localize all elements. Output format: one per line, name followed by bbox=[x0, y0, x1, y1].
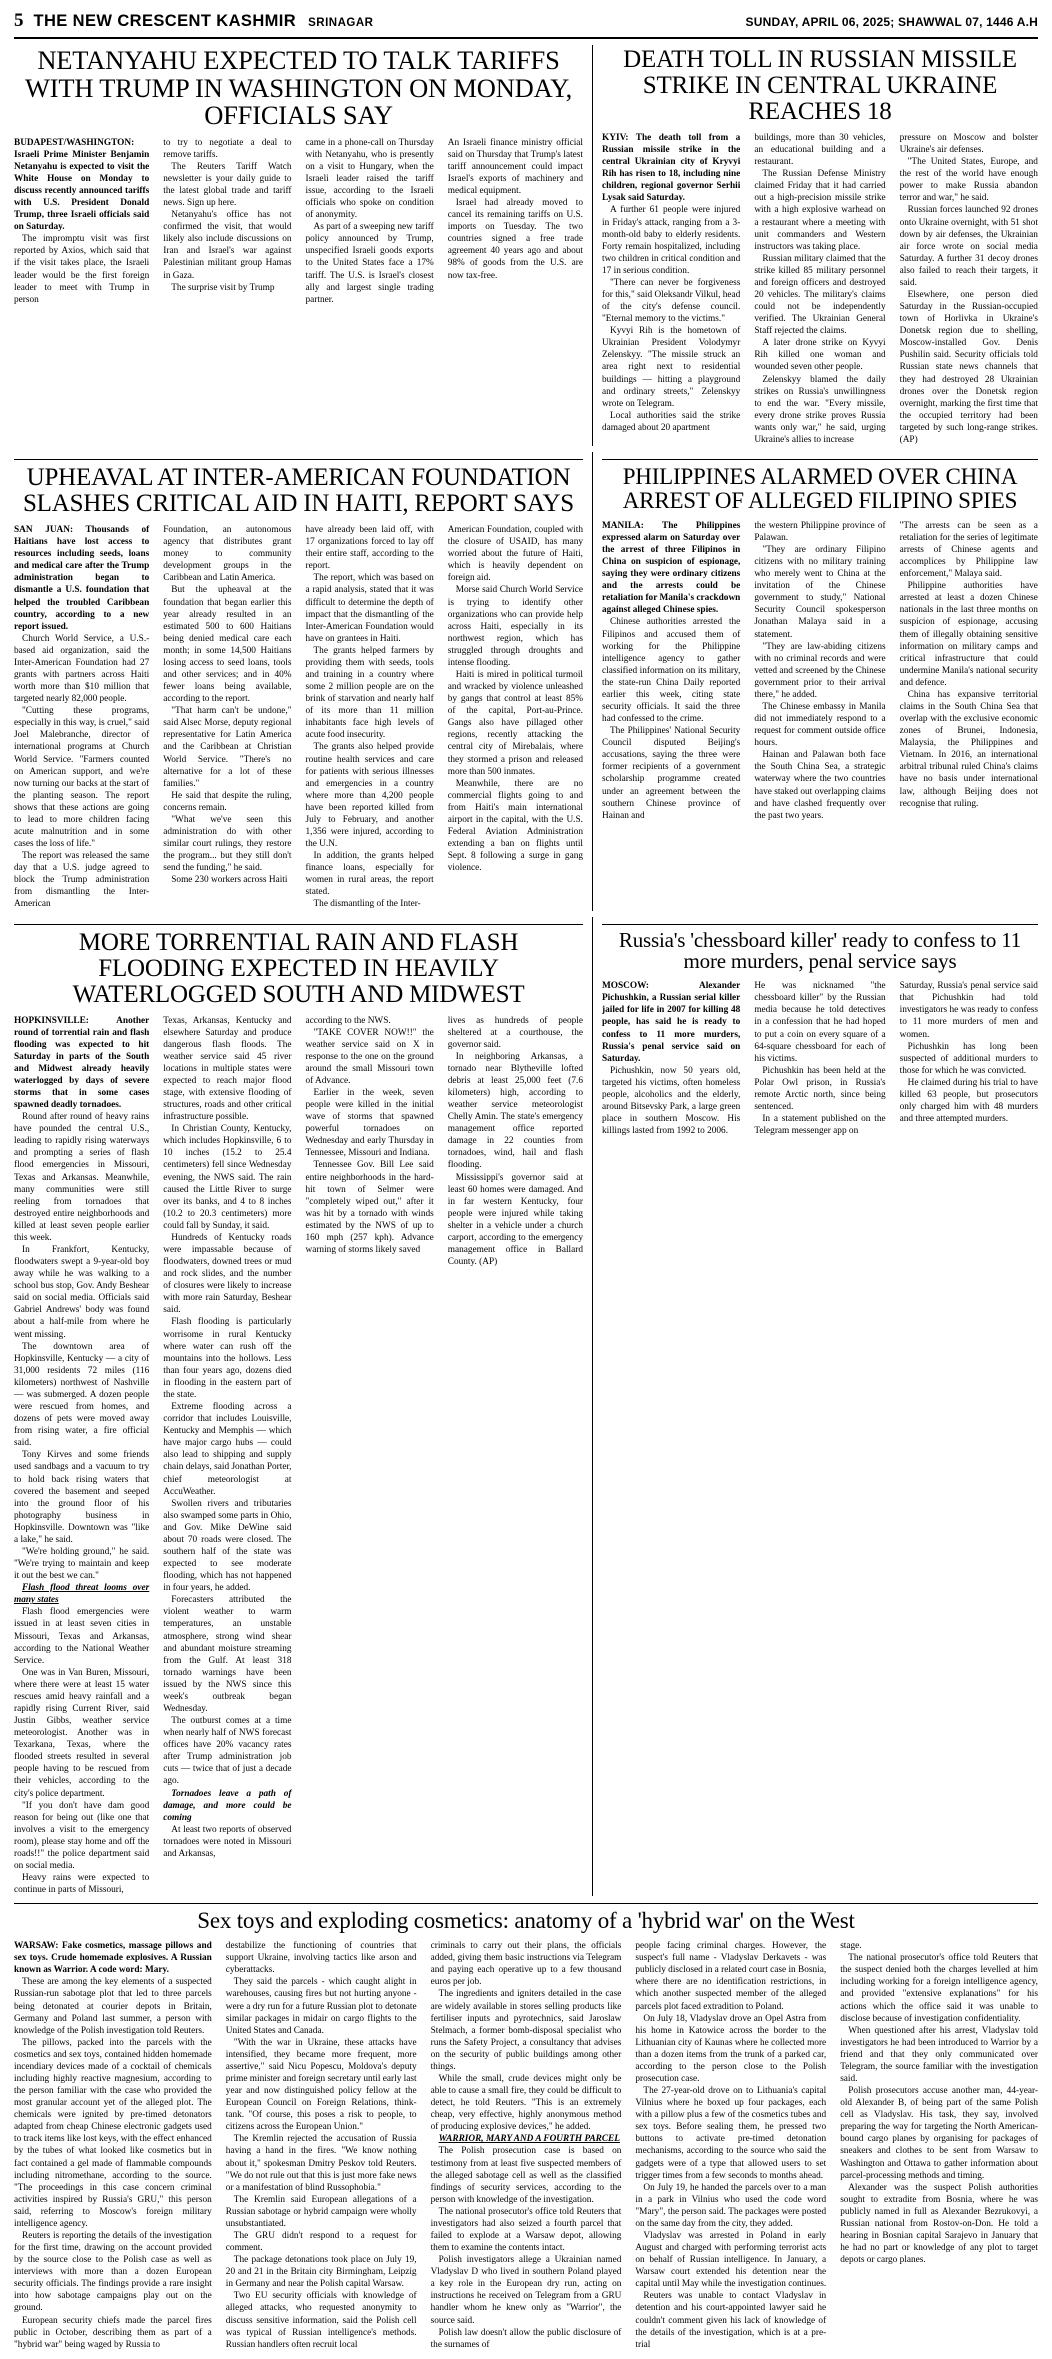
paragraph: He was nicknamed "the chessboard killer" by the Russian media because he told detectives in a confession that he had hoped to put a coin on every square of a 64-square chessboard for each of his victims. bbox=[754, 981, 886, 1064]
headline-flooding: MORE TORRENTIAL RAIN AND FLASH FLOODING EXPECTED IN HEAVILY WATERLOGGED SOUTH AND MIDWEST bbox=[72, 928, 525, 1008]
paragraph: Local authorities said the strike damaged about 20 apartment bbox=[602, 410, 741, 433]
paragraph: The Kremlin said European allegations of a Russian sabotage or hybrid campaign were wholly unsubstantiated. bbox=[225, 2194, 417, 2229]
paragraph: MANILA: The Philippines expressed alarm on Saturday over the arrest of three Filipinos in China on suspicion of espionage, saying they were ordinary citizens and the arrests could be retaliation for Manila's crackdown against alleged Chinese spies. bbox=[602, 520, 741, 616]
paragraph: Saturday, Russia's penal service said that Pichushkin had told investigators he was ready to confess to 11 more murders of men and women. bbox=[899, 981, 1038, 1040]
paragraph: Some 230 workers across Haiti bbox=[171, 875, 288, 886]
story-ukraine bbox=[592, 45, 1038, 446]
page-number: 5 bbox=[14, 10, 24, 31]
paragraph: "That harm can't be undone," said Alsec Morse, deputy regional representative for Latin America and the Caribbean at Christian World Service. "There's no alternative for a lot of these families." bbox=[163, 706, 292, 789]
paragraph: The Chinese embassy in Manila did not immediately respond to a request for comment outside office hours. bbox=[754, 702, 886, 749]
paragraph: "They are ordinary Filipino citizens with no military training who merely went to China at the invitation of the Chinese government to study," National Security Council spokesperson Jonathan Malaya said in a statement. bbox=[754, 545, 886, 640]
paragraph: Reuters is reporting the details of the investigation for the first time, drawing on the account provided by the source close to the Polish case as well as interviews with more than a dozen European security officials. The findings provide a rare insight into how sabotage campaigns play out on the ground. bbox=[14, 2231, 212, 2314]
second-section bbox=[14, 452, 1038, 911]
paragraph: "The arrests can be seen as a retaliation for the series of legitimate arrests of Chinese agents and accomplices by Philippine law enforcement," Malaya said. bbox=[899, 520, 1038, 580]
paragraph: BUDAPEST/WASHINGTON: Israeli Prime Minister Benjamin Netanyahu is expected to visit the White House on Monday to discuss recently announced tariffs with U.S. President Donald Trump, three Israeli officials said on Saturday. bbox=[14, 137, 150, 233]
headline-philippines: PHILIPPINES ALARMED OVER CHINA ARREST OF ALLEGED FILIPINO SPIES bbox=[622, 464, 1018, 513]
story-flooding bbox=[14, 917, 592, 1897]
paragraph: Zelenskyy blamed the daily strikes on Russia's unwillingness to end the war. "Every missile, every drone strike proves Russia wants only war," he said, urging Ukraine's allies to increase bbox=[754, 374, 886, 445]
paragraph: Tennessee Gov. Bill Lee said entire neighborhoods in the hard-hit town of Selmer were "completely wiped out," after it was hit by a tornado with winds estimated by the NWS of up to 160 mph (257 kph). Advance warning of storms likely saved bbox=[305, 1160, 434, 1256]
story-hybrid-war bbox=[14, 1903, 1038, 2351]
paragraph: stage. bbox=[840, 1941, 862, 1952]
headline-chessboard: Russia's 'chessboard killer' ready to confess to 11 more murders, penal service says bbox=[618, 927, 1022, 974]
paragraph: The Philippines' National Security Council disputed Beijing's accusations, saying the three were former recipients of a government scholarship programme created under an agreement between the southern Chinese province of Hainan and bbox=[602, 726, 741, 821]
story-philippines bbox=[592, 452, 1038, 911]
headline-hybrid-war: Sex toys and exploding cosmetics: anatomy of a 'hybrid war' on the West bbox=[197, 1908, 855, 1934]
paragraph: have already been laid off, with 17 organizations forced to lay off their entire staff, according to the report. bbox=[305, 525, 434, 572]
paragraph: The surprise visit by Trump bbox=[171, 282, 275, 293]
divider bbox=[602, 459, 1038, 460]
paragraph: On July 18, Vladyslav drove an Opel Astra from his home in Katowice across the border to the Lithuanian city of Kaunas where he collected more than a dozen items from the trunk of a parked car, according to the person close to the Polish prosecution case. bbox=[635, 2013, 827, 2084]
paragraph: The outburst comes at a time when nearly half of NWS forecast offices have 20% vacancy rates after Trump administration job cuts — twice that of just a decade ago. bbox=[163, 1716, 292, 1787]
paragraph: Polish investigators allege a Ukrainian named Vladyslav D who lived in southern Poland played a key role in the European dry run, acting on instructions he received on Telegram from a GRU handler whom he knew only as "Warrior", the source said. bbox=[430, 2255, 622, 2326]
paragraph: "With the war in Ukraine, these attacks have intensified, they became more frequent, more assertive," said Nicu Popescu, Moldova's deputy prime minister and foreign secretary until early last year and now distinguished policy fellow at the European Council on Foreign Relations, think-tank. "Of course, this poses a risk to people, to citizens across the European Union." bbox=[225, 2037, 417, 2133]
paragraph: buildings, more than 30 vehicles, an educational building and a restaurant. bbox=[754, 133, 886, 168]
paragraph: Pichushkin has long been suspected of additional murders to those for which he was convicted. bbox=[899, 1041, 1038, 1076]
paragraph: In Frankfort, Kentucky, floodwaters swept a 9-year-old boy away while he was walking to a school bus stop, Gov. Andy Beshear said on social media. Officials said Gabriel Andrews' body was found about a half-mile from where he went missing. bbox=[14, 1245, 150, 1340]
top-section bbox=[14, 45, 1038, 446]
paragraph: "If you don't have dam good reason for being out (like one that involves a visit to the emergency room), please stay home and off the roads!!" the police department said on social media. bbox=[14, 1800, 150, 1871]
divider bbox=[602, 924, 1038, 925]
paragraph: Kyvyi Rih is the hometown of Ukrainian President Volodymyr Zelenskyy. "The missile struck an area right next to residential buildings — hitting a playground and ordinary streets," Zelenskyy wrote on Telegram. bbox=[602, 326, 741, 409]
story-haiti bbox=[14, 452, 592, 911]
paragraph: The national prosecutor's office told Reuters that the suspect denied both the charges levelled at him including working for a foreign intelligence agency, and provided "extensive explanations" for his actions which the office said it was unable to disclose because of investigation confidentiality. bbox=[840, 1953, 1038, 2024]
paragraph: criminals to carry out their plans, the officials added, giving them basic instructions via Telegram and paying each operative up to a few thousand euros per job. bbox=[430, 1941, 622, 1988]
divider bbox=[14, 924, 583, 925]
third-section bbox=[14, 917, 1038, 1897]
paragraph: A later drone strike on Kyvyi Rih killed one woman and wounded seven other people. bbox=[754, 338, 886, 373]
paragraph: European security chiefs made the parcel fires public in October, describing them as part of a "hybrid war" being waged by Russia to bbox=[14, 2315, 212, 2350]
paragraph: They said the parcels - which caught alight in warehouses, causing fires but not hurting anyone - were a dry run for a future Russian plot to detonate similar packages in midair on cargo flights to the United States and Canada. bbox=[225, 1977, 417, 2036]
paragraph: An Israeli finance ministry official said on Thursday that Trump's latest tariff announcement could impact Israel's exports of machinery and medical equipment. bbox=[447, 137, 583, 196]
paragraph: The Russian Defense Ministry claimed Friday that it had carried out a high-precision missile strike with a high explosive warhead on a restaurant where a meeting with unit commanders and Western instructors was taking place. bbox=[754, 169, 886, 252]
headline-netanyahu: NETANYAHU EXPECTED TO TALK TARIFFS WITH TRUMP IN WASHINGTON ON MONDAY, OFFICIALS SAY bbox=[24, 45, 573, 131]
paragraph: Extreme flooding across a corridor that includes Louisville, Kentucky and Memphis — which have major cargo hubs — could also lead to shipping and supply chain delays, said Jonathan Porter, chief meteorologist at AccuWeather. bbox=[163, 1402, 292, 1497]
divider bbox=[14, 1903, 1038, 1904]
paragraph: Netanyahu's office has not confirmed the visit, that would likely also include discussions on Iran and Israel's war against Palestinian militant group Hamas in Gaza. bbox=[163, 210, 292, 281]
paragraph: The pillows, packed into the parcels with the cosmetics and sex toys, contained hidden homemade incendiary devices made of a cocktail of chemicals including highly reactive magnesium, according to the person familiar with the case who provided the most granular account yet of the alleged plot. The chemicals were ignited by pre-timed detonators adapted from cheap Chinese electronic gadgets used to track items like lost keys, with the effect enhanced by the tubes of what looked like cosmetics but in fact contained a gel made of flammable compounds including nitromethane, according to the source. "The proceedings in this case concern criminal activities inspired by Russia's GRU," this person said, referring to Moscow's foreign military intelligence agency. bbox=[14, 2037, 212, 2229]
paragraph: Polish law doesn't allow the public disclosure of the surnames of bbox=[430, 2327, 622, 2350]
paragraph: "The United States, Europe, and the rest of the world have enough power to make Russia abandon terror and war," he said. bbox=[899, 157, 1038, 204]
paragraph: Hundreds of Kentucky roads were impassable because of floodwaters, downed trees or mud and rock slides, and the number of closures were likely to increase with more rain Saturday, Beshear said. bbox=[163, 1232, 292, 1316]
paragraph: "TAKE COVER NOW!!" the weather service said on X in response to the one on the ground around the small Missouri town of Advance. bbox=[305, 1027, 434, 1086]
paragraph: Texas, Arkansas, Kentucky and elsewhere Saturday and produce dangerous flash floods. The weather service said 45 river locations in multiple states were expected to reach major flood stage, with extensive flooding of structures, roads and other critical infrastructure possible. bbox=[163, 1015, 292, 1123]
story-chessboard bbox=[592, 917, 1038, 1897]
paragraph: The ingredients and igniters detailed in the case are widely available in stores selling products like fertiliser inputs and pyrotechnics, said Jaroslaw Stelmach, a former bomb-disposal specialist who runs the Safety Project, a consultancy that advises on the security of public buildings among other things. bbox=[430, 1989, 622, 2072]
subhead: Flash flood threat looms over many states bbox=[14, 1583, 150, 1606]
paper-city: SRINAGAR bbox=[308, 17, 374, 29]
paragraph: pressure on Moscow and bolster Ukraine's air defenses. bbox=[899, 133, 1038, 156]
paragraph: KYIV: The death toll from a Russian missile strike in the central Ukrainian city of Kryvyi Rih has risen to 18, including nine children, regional governor Serhii Lysak said Saturday. bbox=[602, 133, 741, 204]
paragraph: Hainan and Palawan both face the South China Sea, a strategic waterway where the two countries have staked out overlapping claims and have clashed frequently over the past two years. bbox=[754, 750, 886, 821]
paragraph: Forecasters attributed the violent weather to warm temperatures, an unstable atmosphere, strong wind shear and abundant moisture streaming from the Gulf. At least 318 tornado warnings have been issued by the NWS since this week's outbreak began Wednesday. bbox=[163, 1595, 292, 1714]
paragraph: came in a phone-call on Thursday with Netanyahu, who is presently on a visit to Hungary, when the Israeli leader raised the tariff issue, according to the Israeli officials who spoke on condition of anonymity. bbox=[305, 137, 434, 221]
paragraph: Tony Kirves and some friends used sandbags and a vacuum to try to hold back rising waters that covered the basement and seeped into the ground floor of his photography business in Hopkinsville. Downtown was "like a lake," he said. bbox=[14, 1450, 150, 1545]
paragraph: In Christian County, Kentucky, which includes Hopkinsville, 6 to 10 inches (15.2 to 25.4 centimeters) fell since Wednesday evening, the NWS said. The rain caused the Little River to surge over its banks, and 4 to 8 inches (10.2 to 20.3 centimeters) more could fall by Sunday, it said. bbox=[163, 1124, 292, 1231]
paragraph: As part of a sweeping new tariff policy announced by Trump, unspecified Israeli goods exports to the United States face a 17% tariff. The U.S. is Israel's closest ally and largest single trading partner. bbox=[305, 222, 434, 305]
paragraph: destabilize the functioning of countries that support Ukraine, involving tactics like arson and cyberattacks. bbox=[225, 1941, 417, 1976]
paragraph: Reuters was unable to contact Vladyslav in detention and his court-appointed lawyer said he couldn't comment given his lack of knowledge of the details of the investigation, which is at a pre-trial bbox=[635, 2291, 827, 2350]
paragraph: The report was released the same day that a U.S. judge agreed to block the Trump administration from dismantling the Inter-American bbox=[14, 851, 150, 910]
paragraph: The report, which was based on a rapid analysis, stated that it was difficult to determine the depth of impact that the dismantling of the Inter-American Foundation would have on grantees in Haiti. bbox=[305, 573, 434, 644]
paper-name: THE NEW CRESCENT KASHMIR bbox=[33, 12, 297, 30]
paragraph: The downtown area of Hopkinsville, Kentucky — a city of 31,000 residents 72 miles (116 kilometers) northwest of Nashville — was submerged. A dozen people were rescued from homes, and dozens of pets were moved away from rising water, a fire official said. bbox=[14, 1341, 150, 1449]
paragraph: In addition, the grants helped finance loans, especially for women in rural areas, the report stated. bbox=[305, 851, 434, 898]
paragraph: At least two reports of observed tornadoes were noted in Missouri and Arkansas, bbox=[163, 1824, 292, 1859]
paragraph: "We're holding ground," he said. "We're trying to maintain and keep it out the best we can." bbox=[14, 1546, 150, 1582]
paragraph: These are among the key elements of a suspected Russian-run sabotage plot that led to three parcels being detonated at courier depots in Britain, Germany and Poland last summer, a person with knowledge of the Polish investigation told Reuters. bbox=[14, 1977, 212, 2036]
subhead: Tornadoes leave a path of damage, and more could be coming bbox=[163, 1788, 292, 1823]
masthead-date: SUNDAY, APRIL 06, 2025; SHAWWAL 07, 1446 A.H bbox=[745, 15, 1038, 29]
paragraph: The Kremlin rejected the accusation of Russia having a hand in the fires. "We know nothing about it," spokesman Dmitry Peskov told Reuters. "We do not rule out that this is just more fake news or a manifestation of blind Russophobia." bbox=[225, 2134, 417, 2193]
paragraph: SAN JUAN: Thousands of Haitians have lost access to resources including seeds, loans and medical care after the Trump administration began to dismantle a U.S. foundation that helped the troubled Caribbean country, according to a new report issued. bbox=[14, 525, 150, 632]
paragraph: The impromptu visit was first reported by Axios, which said that if the visit takes place, the Israeli leader would be the first foreign leader to meet with Trump in person bbox=[14, 234, 150, 305]
subhead: WARRIOR, MARY AND A FOURTH PARCEL bbox=[438, 2134, 620, 2145]
paragraph: He claimed during his trial to have killed 63 people, but prosecutors only charged him with 48 murders and three attempted murders. bbox=[899, 1077, 1038, 1125]
paragraph: Foundation, an autonomous agency that distributes grant money to community development groups in the Caribbean and Latin America. bbox=[163, 525, 292, 584]
paragraph: In a statement published on the Telegram messenger app on bbox=[754, 1114, 886, 1137]
paragraph: While the small, crude devices might only be able to cause a small fire, they could be difficult to detect, he told Reuters. "This is an extremely cheap, very effective, highly anonymous method of producing explosive devices," he added. bbox=[430, 2074, 622, 2133]
paragraph: China has expansive territorial claims in the South China Sea that overlap with the exclusive economic zones of Brunei, Indonesia, Malaysia, the Philippines and Vietnam. In 2016, an international arbitral tribunal ruled China's claims have no basis under international law, although Beijing does not recognise that ruling. bbox=[899, 689, 1038, 809]
paragraph: Pichushkin, now 50 years old, targeted his victims, often homeless people, alcoholics and the elderly, around Bitsevsky Park, a large green place in southern Moscow. His killings lasted from 1992 to 2006. bbox=[602, 1065, 741, 1137]
paragraph: The package detonations took place on July 19, 20 and 21 in the Britain city Birmingham, Leipzig in Germany and near the Polish capital Warsaw. bbox=[225, 2255, 417, 2290]
paragraph: The 27-year-old drove on to Lithuania's capital Vilnius where he boxed up four packages, each with a pillow plus a few of the cosmetics tubes and sex toys. Before sealing them, he pressed two buttons to activate pre-timed detonation mechanisms, according to the source who said the gadgets were of a type that allowed users to set trigger times from a few seconds to months ahead. bbox=[635, 2086, 827, 2181]
headline-haiti: UPHEAVAL AT INTER-AMERICAN FOUNDATION SLASHES CRITICAL AID IN HAITI, REPORT SAYS bbox=[22, 464, 575, 518]
paragraph: Flash flooding is particularly worrisome in rural Kentucky where water can rush off the mountains into the hollows. Less than four years ago, dozens died in flooding in the eastern part of the state. bbox=[163, 1317, 292, 1400]
paragraph: "They are law-abiding citizens with no criminal records and were vetted and screened by the Chinese government prior to their arrival there," he added. bbox=[754, 641, 886, 700]
paragraph: to try to negotiate a deal to remove tariffs. bbox=[163, 137, 292, 160]
story-netanyahu bbox=[14, 45, 592, 446]
paragraph: Polish prosecutors accuse another man, 44-year-old Alexander B, of being part of the same Polish cell as Vladyslav. His task, they say, involved preparing the way for targeting the North American-bound cargo planes by organising for packages of sneakers and clothes to be sent from Warsaw to Washington and Ottawa to gather information about parcel-processing methods and timing. bbox=[840, 2086, 1038, 2181]
paragraph: American Foundation, coupled with the closure of USAID, has many worried about the future of Haiti, which is heavily dependent on foreign aid. bbox=[447, 525, 583, 584]
divider bbox=[14, 459, 583, 460]
paragraph: On July 19, he handed the parcels over to a man in a park in Vilnius who used the code word "Mary", the person said. The packages were posted on the same day from the city, they added. bbox=[635, 2182, 827, 2229]
paragraph: The Polish prosecution case is based on testimony from at least five suspected members of the alleged sabotage cell as well as the classified findings of security services, according to the person with knowledge of the investigation. bbox=[430, 2146, 622, 2205]
paragraph: Mississippi's governor said at least 60 homes were damaged. And in far western Kentucky, four people were injured while taking shelter in a vehicle under a church carport, according to the emergency management office in Ballard County. (AP) bbox=[447, 1172, 583, 1268]
paragraph: The dismantling of the Inter- bbox=[313, 899, 421, 910]
paragraph: Church World Service, a U.S.-based aid organization, said the Inter-American Foundation had 27 grants with partners across Haiti worth more than $10 million that targeted nearly 82,000 people. bbox=[14, 633, 150, 705]
paragraph: Elsewhere, one person died Saturday in the Russian-occupied town of Horlivka in Ukraine's Donetsk region due to shelling, Moscow-installed Gov. Denis Pushilin said. Security officials told Russian state news channels that they had destroyed 28 Ukrainian drones over the Donetsk region overnight, marking the first time that the occupied territory had been targeted by such long-range strikes. (AP) bbox=[899, 290, 1038, 445]
paragraph: One was in Van Buren, Missouri, where there were at least 15 water rescues amid heavy rainfall and a rapidly rising Current River, said Justin Gibbs, weather service meteorologist. Another was in Texarkana, Texas, where the flooded streets resulted in several people having to be rescued from their vehicles, according to the city's police department. bbox=[14, 1667, 150, 1799]
paragraph: In neighboring Arkansas, a tornado near Blytheville lofted debris at least 25,000 feet (7.6 kilometers) high, according to weather service meteorologist Chelly Amin. The state's emergency management office reported damage in 22 counties from tornadoes, wind, hail and flash flooding. bbox=[447, 1051, 583, 1171]
paragraph: Chinese authorities arrested the Filipinos and accused them of working for the Philippine intelligence agency to gather classified information on its military, the state-run China Daily reported earlier this week, citing state security officials. It said the three had confessed to the crime. bbox=[602, 617, 741, 725]
paragraph: The GRU didn't respond to a request for comment. bbox=[225, 2231, 417, 2254]
paragraph: Alexander was the suspect Polish authorities sought to extradite from Bosnia, where he was publicly named in full as Alexander Bezrukovyi, a Russian national from Rostov-on-Don. He told a hearing in Bosnian capital Sarajevo in January that he had no part or knowledge of any plot to target depots or cargo planes. bbox=[840, 2182, 1038, 2266]
paragraph: "What we've seen this administration do with other similar court rulings, they restore the program... but they still don't send the funding," he said. bbox=[163, 814, 292, 874]
paragraph: Pichushkin has been held at the Polar Owl prison, in Russia's remote Arctic north, since being sentenced. bbox=[754, 1065, 886, 1112]
paragraph: Two EU security officials with knowledge of alleged attacks, who requested anonymity to discuss sensitive information, said the Polish cell was typical of Russian intelligence's methods. Russian handlers often recruit local bbox=[225, 2291, 417, 2350]
paragraph: Vladyslav was arrested in Poland in early August and charged with performing terrorist acts on behalf of Russian intelligence. In January, a Warsaw court extended his detention near the capital until May while the investigation continues. bbox=[635, 2231, 827, 2290]
headline-ukraine: DEATH TOLL IN RUSSIAN MISSILE STRIKE IN CENTRAL UKRAINE REACHES 18 bbox=[623, 46, 1017, 125]
paragraph: Heavy rains were expected to continue in parts of Missouri, bbox=[14, 1873, 150, 1896]
paragraph: the western Philippine province of Palawan. bbox=[754, 520, 886, 543]
paragraph: MOSCOW: Alexander Pichushkin, a Russian serial killer jailed for life in 2007 for killing 48 people, has said he is ready to confess to 11 more murders, Russia's penal service said on Saturday. bbox=[602, 981, 741, 1064]
paragraph: But the upheaval at the foundation that began earlier this year already resulted in an estimated 500 to 600 Haitians being denied medical care each month; in some 14,500 Haitians losing access to seed loans, tools and other services; and in 40% fewer loans being available, according to the report. bbox=[163, 585, 292, 705]
paragraph: The national prosecutor's office told Reuters that investigators had also seized a fourth parcel that failed to explode at a Warsaw depot, allowing them to examine the contents intact. bbox=[430, 2206, 622, 2254]
paragraph: "Cutting these programs, especially in this way, is cruel," said Joel Malebranche, director of international programs at Church World Service. "Farmers counted on American support, and we're now turning our backs at the start of the planting season. The report shows that these actions are going to lead to more children facing acute malnutrition and in some cases the loss of life." bbox=[14, 706, 150, 850]
paragraph: HOPKINSVILLE: Another round of torrential rain and flash flooding was expected to hit Saturday in parts of the South and Midwest already heavily waterlogged by days of severe storms that in some cases spawned deadly tornadoes. bbox=[14, 1015, 150, 1111]
paragraph: people facing criminal charges. However, the suspect's full name - Vladyslav Derkavets - was publicly disclosed in a related court case in Bosnia, where there are no identification restrictions, in which another suspected member of the alleged parcels plot faced extradition to Poland. bbox=[635, 1941, 827, 2012]
paragraph: The grants helped farmers by providing them with seeds, tools and training in a country where some 2 million people are on the brink of starvation and nearly half of its more than 11 million inhabitants face high levels of acute food insecurity. bbox=[305, 645, 434, 741]
paragraph: WARSAW: Fake cosmetics, massage pillows and sex toys. Crude homemade explosives. A Russian known as Warrior. A code word: Mary. bbox=[14, 1941, 212, 1976]
paragraph: Meanwhile, there are no commercial flights going to and from Haiti's main international airport in the capital, with the U.S. Federal Aviation Administration extending a ban on flights until Sept. 8 following a surge in gang violence. bbox=[447, 778, 583, 874]
paragraph: The grants also helped provide routine health services and care for patients with serious illnesses and emergencies in a country where more than 4,200 people have been reported killed from July to February, and another 1,356 were injured, according to the U.N. bbox=[305, 742, 434, 850]
paragraph: lives as hundreds of people sheltered at a courthouse, the governor said. bbox=[447, 1015, 583, 1050]
paragraph: Round after round of heavy rains have pounded the central U.S., leading to rapidly rising waterways and prompting a series of flash flood emergencies in Missouri, Texas and Arkansas. Meanwhile, many communities were still reeling from tornadoes that destroyed entire neighborhoods and killed at least seven people earlier this week. bbox=[14, 1112, 150, 1243]
masthead bbox=[14, 10, 1038, 39]
paragraph: "There can never be forgiveness for this," said Oleksandr Vilkul, head of the city's defense council. "Eternal memory to the victims." bbox=[602, 277, 741, 325]
paragraph: The Reuters Tariff Watch newsletter is your daily guide to the latest global trade and tariff news. Sign up here. bbox=[163, 161, 292, 209]
paragraph: Flash flood emergencies were issued in at least seven cities in Missouri, Texas and Arkansas, according to the National Weather Service. bbox=[14, 1607, 150, 1666]
paragraph: Russian military claimed that the strike killed 85 military personnel and foreign officers and destroyed 20 vehicles. The military's claims could not be independently verified. The Ukrainian General Staff rejected the claims. bbox=[754, 253, 886, 337]
paragraph: Russian forces launched 92 drones onto Ukraine overnight, with 51 shot down by air defenses, the Ukrainian air force wrote on social media Saturday. A further 31 decoy drones also failed to reach their targets, it said. bbox=[899, 205, 1038, 288]
paragraph: Morse said Church World Service is trying to identify other organizations who can provide help across Haiti, especially in its northwest region, which has struggled through droughts and intense flooding. bbox=[447, 585, 583, 668]
paragraph: A further 61 people were injured in Friday's attack, ranging from a 3-month-old baby to elderly residents. Forty remain hospitalized, including two children in critical condition and 17 in serious condition. bbox=[602, 205, 741, 276]
paragraph: Haiti is mired in political turmoil and wracked by violence unleashed by gangs that control at least 85% of the capital, Port-au-Prince. Gangs also have pillaged other regions, recently attacking the central city of Mirebalais, where they stormed a prison and released more than 500 inmates. bbox=[447, 669, 583, 777]
paragraph: Earlier in the week, seven people were killed in the initial wave of storms that spawned powerful tornadoes on Wednesday and early Thursday in Tennessee, Missouri and Indiana. bbox=[305, 1088, 434, 1159]
paragraph: He said that despite the ruling, concerns remain. bbox=[163, 790, 292, 813]
paragraph: Philippine authorities have arrested at least a dozen Chinese nationals in the last three months on suspicion of espionage, accusing them of illegally obtaining sensitive information on military camps and critical infrastructure that could undermine Manila's national security and defence. bbox=[899, 581, 1038, 688]
paragraph: When questioned after his arrest, Vladyslav told investigators he had been introduced to Warrior by a friend and that they only communicated over Telegram, the source familiar with the investigation said. bbox=[840, 2025, 1038, 2084]
paragraph: Israel had already moved to cancel its remaining tariffs on U.S. imports on Tuesday. The two countries signed a free trade agreement 40 years ago and about 98% of goods from the U.S. are now tax-free. bbox=[447, 198, 583, 281]
paragraph: according to the NWS. bbox=[305, 1015, 391, 1026]
paragraph: Swollen rivers and tributaries also swamped some parts in Ohio, and Gov. Mike DeWine said about 70 roads were closed. The southern half of the state was expected to see moderate flooding, which has not happened in four years, he added. bbox=[163, 1498, 292, 1594]
